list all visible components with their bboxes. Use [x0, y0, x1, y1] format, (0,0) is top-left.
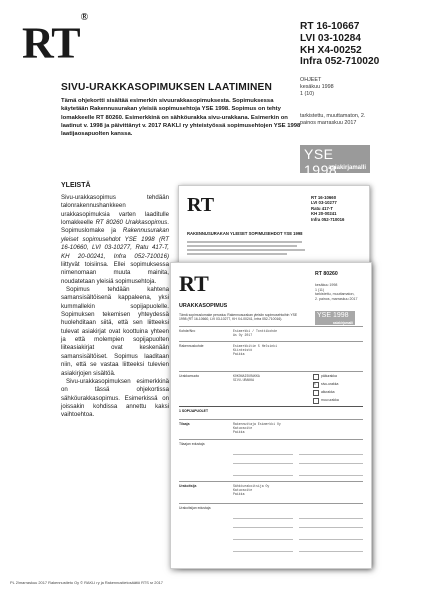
checkbox-muu-urakka[interactable] [313, 398, 319, 404]
form-rule [179, 371, 363, 372]
paragraph-2: Sopimus tehdään kahtena samansisältöisenä kappaleena, yksi kummallekin sopijapuolelle. Sopimuksen tekemisen yhteydessä huolehditaan siitä, että sen liitteeksi tulevat asiakirjat ovat koottuina yhteen ja että molempien sopijapuolten liiteasiakirjat ovat keskenään samansisältöiset. Sopimus laaditaan niin, että se vastaa liitteeksi tulevien asiakirjojen sisältöä. [61, 285, 169, 377]
form-rule [179, 406, 363, 407]
section-heading: YLEISTÄ [61, 182, 91, 189]
code-rt: RT 16-10667 [300, 21, 360, 32]
form-line [299, 454, 363, 455]
checkbox-aliurakka[interactable] [313, 390, 319, 396]
form-rule [179, 439, 363, 440]
form-yse-badge: YSE 1998 asiakirjamalli [317, 312, 353, 325]
ohjeet-info [300, 77, 334, 98]
form-label: Tilaajan edustaja [179, 442, 205, 446]
thumbnail-logo: RT [187, 194, 215, 216]
form-meta: kesäkuu 1998 1 (11) tarkistettu, muuttamaton, 2. painos, marraskuu 2017 [315, 283, 358, 301]
form-label: Urakkamuoto [179, 374, 200, 378]
option-label: aliurakka [321, 390, 335, 394]
form-rule [179, 326, 363, 327]
form-value: Esimerkki / Tonttikohde As Oy 2017 [233, 329, 277, 337]
form-value: Rakennuttaja Esimerkki Oy Katuosoite Paikka [233, 422, 281, 434]
paragraph-1: Sivu-urakkasopimus tehdään talonrakennushankkeen urakkasopimuksia varten laaditulle lomakkeelle RT 80260 Urakkasopimus. Sopimuslomake ja Rakennusurakan yleiset sopimusehdot YSE 1998 (RT 16-10660, LVI 03-10277, Ratu 417-T, KH 20-00241, Infra 052-710016) liittyvät toisiinsa. Ellei sopimuksessa nimenomaan muuta mainita, noudatetaan yleisiä sopimusehtoja. [61, 194, 169, 285]
form-line [233, 454, 293, 455]
document-codes [300, 21, 379, 68]
form-value: Sähköurakoitsija Oy Katuosoite Paikka [233, 484, 270, 496]
text-line [187, 253, 287, 255]
form-line [233, 527, 293, 528]
form-label: Urakoitsija [179, 484, 197, 488]
ohjeet-pages: 1 (10) [300, 91, 315, 97]
body-text [61, 194, 169, 420]
thumbnail-codes: RT 16-10660 LVI 03-10277 Ratu 417-T KH 20-00241 Infra 052-710016 [311, 195, 345, 222]
code-infra: Infra 052-710020 [300, 56, 380, 68]
form-rule [179, 481, 363, 482]
form-line [233, 475, 293, 476]
ohjeet-date: kesäkuu 1998 [300, 84, 334, 90]
form-value: Esimerkkitie 5 Helsinki Kiinteistö Paikka [233, 344, 277, 356]
form-value: KOKONAISURAKKA SIVU-URAKKA [233, 374, 260, 382]
rt-logo: RT® [22, 12, 88, 68]
text-line [187, 245, 297, 247]
form-label: Rakennuskohde [179, 344, 204, 348]
page-title: SIVU-URAKKASOPIMUKSEN LAATIMINEN [61, 82, 273, 93]
thumbnail-title: RAKENNUSURAKAN YLEISET SOPIMUSEHDOT YSE 1998 [187, 231, 303, 236]
checkbox-paaurakka[interactable] [313, 374, 319, 380]
form-rule [179, 503, 363, 504]
form-line [299, 527, 363, 528]
form-intro: Tämä sopimuslomake perustuu Rakennusurakan yleisiin sopimusehtoihin YSE 1998 (RT 16-10660, LVI 03-10277, KH X4-00241, Infra 052-710016). [179, 313, 298, 322]
form-rule [179, 419, 363, 420]
form-line [299, 463, 363, 464]
form-rule [179, 341, 363, 342]
form-label: Urakoitsijan edustaja [179, 506, 211, 510]
ohjeet-label: OHJEET [300, 77, 322, 83]
form-section-heading: 1 SOPIJAPUOLET [179, 409, 209, 413]
form-label: Kohde/Nro [179, 329, 196, 333]
text-line [187, 249, 305, 251]
form-label: Tilaaja [179, 422, 190, 426]
form-title: URAKKASOPIMUS [179, 303, 228, 309]
yse-badge-title: YSE 1998 [304, 146, 338, 178]
form-line [233, 551, 293, 552]
option-label: muu urakka [321, 398, 339, 402]
yse-badge-subtitle: asiakirjamalli [328, 165, 366, 171]
page-footer: PL 2/marraskuu 2017 Rakennustieto Oy © RAKLI ry ja Rakennustietosäätiö RTS sr 2017 [10, 580, 163, 585]
option-label: pääurakka [321, 374, 337, 378]
form-code: RT 80260 [315, 271, 338, 277]
contract-form-thumbnail [170, 262, 372, 569]
code-lvi: LVI 03-10284 [300, 32, 361, 44]
check-mark-icon: × [313, 381, 316, 386]
yse-badge [300, 145, 370, 178]
form-logo: RT [179, 271, 209, 296]
code-kh: KH X4-00252 [300, 44, 362, 56]
form-line [299, 551, 363, 552]
form-line [299, 539, 363, 540]
intro-text: Tämä ohjekortti sisältää esimerkin sivuurakkasopimuksesta. Sopimuksessa käytetään Rakennusurakan yleisiä sopimusehtoja YSE 1998. Sopimus on tehty lomakkeelle RT 80260. Esimerkkinä on sähköurakka sivu-urakkana. Esimerkin on laatinut v. 1998 ja päivittänyt v. 2017 RAKLI ry yhteistyössä sopimusehtojen YSE 1998 laatijaosapuolten kanssa. [61, 98, 301, 138]
paragraph-3: Sivu-urakkasopimuksen esimerkkinä on tässä ohjekortissa sähköurakkasopimus. Esimerkissä on joissakin kohdissa annettu kaksi vaihtoehtoa. [61, 377, 169, 419]
revision-note: tarkistettu, muuttamaton, 2. painos marraskuu 2017 [300, 113, 366, 126]
option-label: sivu-urakka [321, 382, 339, 386]
text-line [187, 241, 302, 243]
form-line [299, 475, 363, 476]
form-line [233, 463, 293, 464]
form-line [233, 518, 293, 519]
form-line [233, 539, 293, 540]
form-line [299, 518, 363, 519]
